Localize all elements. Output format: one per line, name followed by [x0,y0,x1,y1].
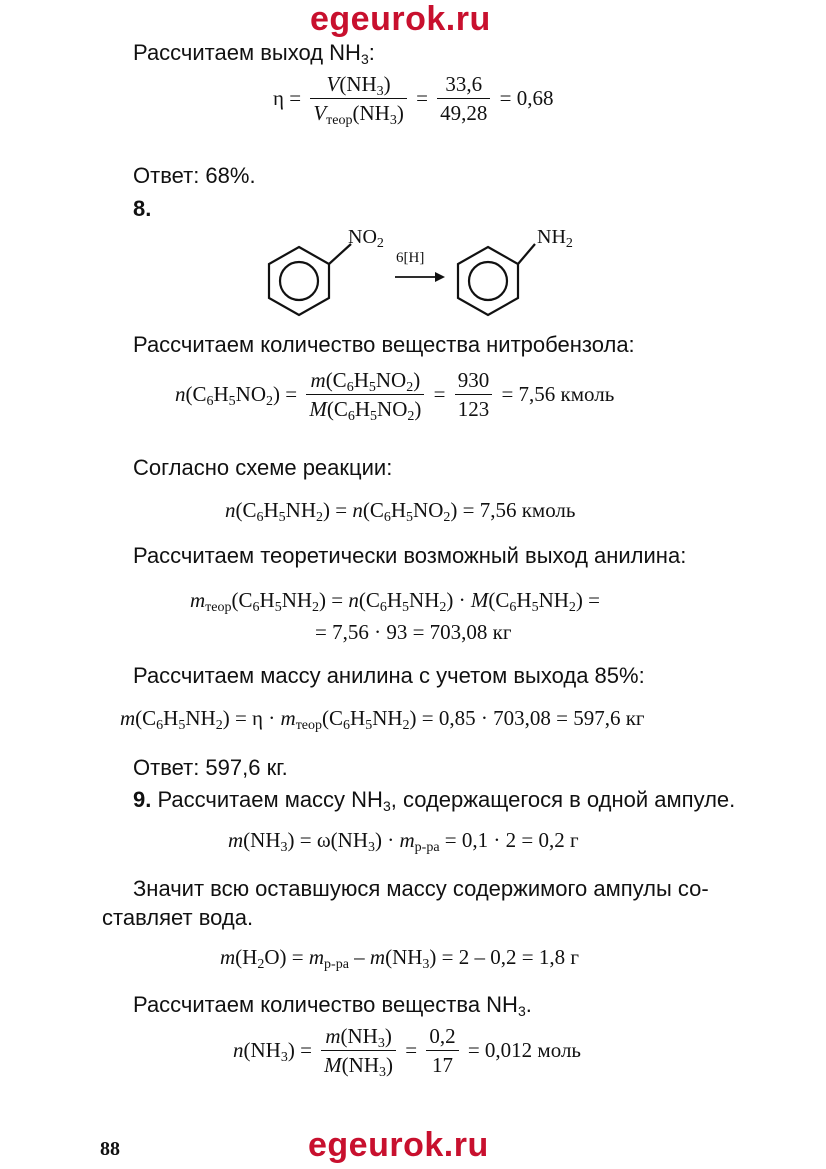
equation-nh3-mass: $m(NH_3) = \omega(NH_3) \cdot m_{р-ра} = 0,1 \cdot 2 = 0,2$ г [228,828,579,855]
reaction-scheme [255,222,595,322]
equation-amount-equal: $n(C_6H_5NH_2) = n(C_6H_5NO_2) = 7,56$ кмоль [225,498,576,525]
watermark-bottom: egeurok.ru [308,1126,489,1164]
fraction-930-123: $\frac{930}{123}$ [455,366,493,423]
page-number: 88 [100,1138,120,1160]
text-scheme: Согласно схеме реакции: [133,455,393,480]
fraction-mass-molar-nh3: $\frac{m(NH_3)}{M(NH_3)}$ [321,1022,396,1079]
fraction-mass-molar: $\frac{m(C_6H_5NO_2)}{M(C_6H_5NO_2)}$ [306,366,424,423]
equation-nitrobenzene-amount: $n(C_6H_5NO_2)$ = $\frac{m(C_6H_5NO_2)}{M(C_6H_5NO_2)}$ = $\frac{930}{123}$ = 7,56 кмоль [175,368,615,424]
equation-theoretical-mass: $m_{теор}(C_6H_5NH_2) = n(C_6H_5NH_2) \cdot M(C_6H_5NH_2)$ = [190,588,600,615]
benzene-ring-right [458,244,535,315]
text-theoretical-yield: Рассчитаем теоретически возможный выход анилина: [133,543,687,568]
task-9-text: 9. Рассчитаем массу $NH_3$, содержащегося в одной ампуле. [133,787,736,814]
arrow-icon [395,272,445,282]
amino-group-label: $NH_2$ [537,226,573,251]
text-aniline-mass: Рассчитаем массу анилина с учетом выхода 85%: [133,663,645,688]
nitro-group-label: $NO_2$ [348,226,384,251]
equation-yield: η = $\frac{V(NH_3)}{V_{теор}(NH_3)}$ = $\frac{33,6}{49,28}$ = 0,68 [273,72,554,128]
answer-1: Ответ: 68%. [133,163,256,188]
equation-nh3-amount: $n(NH_3)$ = $\frac{m(NH_3)}{M(NH_3)}$ = $\frac{0,2}{17}$ = 0,012 моль [233,1024,582,1080]
equation-theoretical-result: = 7,56 · 93 = 703,08 кг [315,620,512,644]
fraction-volume: $\frac{V(NH_3)}{V_{теор}(NH_3)}$ [310,70,407,127]
answer-2: Ответ: 597,6 кг. [133,755,288,780]
watermark-top: egeurok.ru [310,0,491,38]
text-nh3-amount: Рассчитаем количество вещества $NH_3$. [133,992,532,1019]
text-water-2: ставляет вода. [102,905,254,930]
fraction-values: $\frac{33,6}{49,28}$ [437,70,490,127]
text-water-1: Значит всю оставшуюся массу содержимого ампулы со- [133,876,709,901]
fraction-0-2-17: $\frac{0,2}{17}$ [426,1022,458,1079]
equation-aniline-mass: $m(C_6H_5NH_2) = \eta \cdot m_{теор}(C_6H_5NH_2) = 0,85 \cdot 703,08 = 597,6$ кг [120,706,645,733]
equation-water-mass: $m(H_2O) = m_{р-ра} - m(NH_3) = 2 - 0,2 = 1,8$ г [220,945,579,972]
text-nitrobenzene-amount: Рассчитаем количество вещества нитробензола: [133,332,635,357]
text-yield-intro: Рассчитаем выход $NH_3$: [133,40,375,67]
benzene-ring-left [269,244,351,315]
task-8-number: 8. [133,196,152,221]
arrow-label: 6[H] [396,250,425,266]
